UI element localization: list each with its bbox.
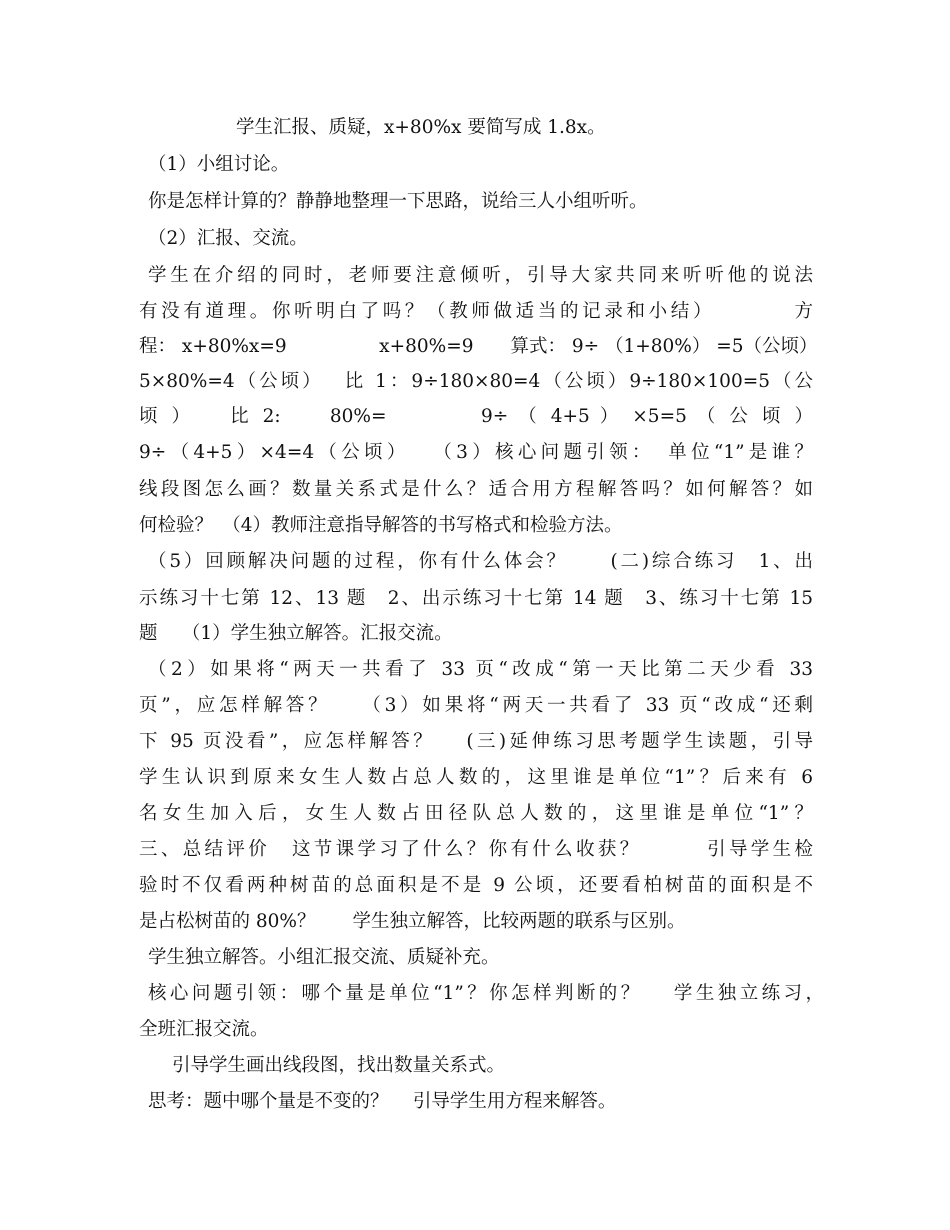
text-line: 学生认识到原来女生人数占总人数的，这里谁是单位“1”？后来有 6 xyxy=(139,767,813,788)
text-line: 顷 ） 比 2: 80%= 9÷ （ 4+5 ） ×5=5 （ 公 顷 ） xyxy=(139,406,813,427)
text-line: 名女生加入后，女生人数占田径队总人数的，这里谁是单位“1”？ xyxy=(139,803,813,824)
text-line: 学生独立解答。小组汇报交流、质疑补充。 xyxy=(148,947,500,968)
text-line: 5×80%=4（公顷） 比 1：9÷180×80=4（公顷）9÷180×100=5（公 xyxy=(139,371,813,392)
text-line: 你是怎样计算的？静静地整理一下思路，说给三人小组听听。 xyxy=(148,191,648,212)
text-line: 页”，应怎样解答？ （3）如果将“两天一共看了 33 页“改成“还剩 xyxy=(139,695,813,716)
text-line: 题 （1）学生独立解答。汇报交流。 xyxy=(139,623,453,644)
text-line: 引导学生画出线段图，找出数量关系式。 xyxy=(172,1055,506,1076)
text-line: 是占松树苗的 80%？ 学生独立解答，比较两题的联系与区别。 xyxy=(139,911,686,932)
text-line: 有没有道理。你听明白了吗？（教师做适当的记录和小结） 方 xyxy=(139,301,813,322)
text-line: （2）汇报、交流。 xyxy=(148,228,308,249)
text-line: 何检验？ （4）教师注意指导解答的书写格式和检验方法。 xyxy=(139,515,623,536)
text-line: 思考：题中哪个量是不变的？ 引导学生用方程来解答。 xyxy=(148,1091,617,1112)
text-line: 全班汇报交流。 xyxy=(139,1019,269,1040)
text-line: （2）如果将“两天一共看了 33 页“改成“第一天比第二天少看 33 xyxy=(148,659,813,680)
text-line: （1）小组讨论。 xyxy=(148,154,290,175)
text-line: 学生汇报、质疑，x+80%x 要简写成 1.8x。 xyxy=(236,117,606,138)
text-line: 下 95 页没看”，应怎样解答？ (三)延伸练习思考题学生读题，引导 xyxy=(139,731,813,752)
text-line: 验时不仅看两种树苗的总面积是不是 9 公顷，还要看柏树苗的面积是不 xyxy=(139,875,813,896)
text-line: 示练习十七第 12、13 题 2、出示练习十七第 14 题 3、练习十七第 15 xyxy=(139,588,813,609)
text-line: 学生在介绍的同时，老师要注意倾听，引导大家共同来听听他的说法 xyxy=(148,265,813,286)
text-line: 程： x+80%x=9 x+80%=9 算式： 9÷ （1+80%） =5（公顷） xyxy=(139,336,818,357)
text-line: 9÷（4+5）×4=4（公顷） （3）核心问题引领： 单位“1”是谁？ xyxy=(139,442,813,463)
text-line: （5）回顾解决问题的过程，你有什么体会？ (二)综合练习 1、出 xyxy=(148,551,813,572)
text-line: 三、总结评价 这节课学习了什么？你有什么收获？ 引导学生检 xyxy=(139,839,813,860)
text-line: 核心问题引领：哪个量是单位“1”？你怎样判断的？ 学生独立练习， xyxy=(148,983,824,1004)
text-line: 线段图怎么画？数量关系式是什么？适合用方程解答吗？如何解答？如 xyxy=(139,479,813,500)
